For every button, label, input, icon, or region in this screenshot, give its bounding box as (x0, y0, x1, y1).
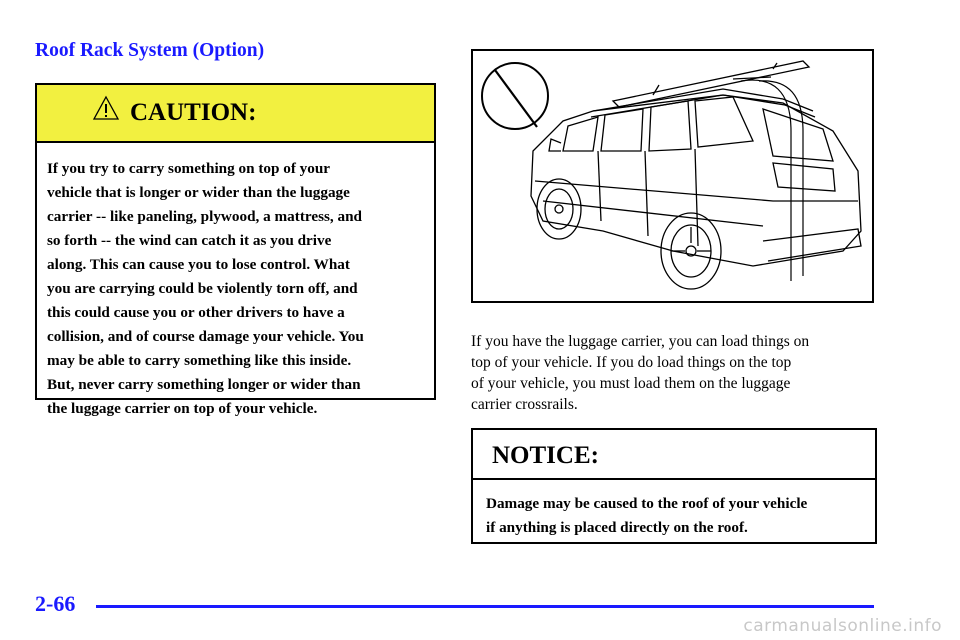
caution-line: carrier -- like paneling, plywood, a mattress, and (47, 208, 362, 225)
body-paragraph (471, 331, 881, 415)
caution-line: so forth -- the wind can catch it as you drive (47, 232, 332, 249)
watermark: carmanualsonline.info (743, 616, 942, 636)
section-title: Roof Rack System (Option) (35, 40, 265, 61)
caution-line: may be able to carry something like this inside. (47, 352, 352, 369)
suv-body (531, 89, 861, 266)
footer-rule (96, 605, 874, 608)
caution-text (37, 143, 434, 421)
caution-line: this could cause you or other drivers to have a (47, 304, 345, 321)
caution-line: But, never carry something longer or wider than (47, 376, 361, 393)
caution-line: collision, and of course damage your vehicle. You (47, 328, 364, 345)
caution-line: If you try to carry something on top of your (47, 160, 331, 177)
notice-title: NOTICE: (492, 442, 599, 469)
notice-text (473, 480, 875, 540)
notice-line: if anything is placed directly on the roof. (486, 519, 748, 536)
notice-header (473, 430, 875, 480)
notice-line: Damage may be caused to the roof of your vehicle (486, 495, 808, 512)
wheel-front (537, 179, 581, 239)
roof-rack-illustration (471, 49, 874, 303)
notice-box (471, 428, 877, 544)
suv-with-roof-load-drawing (473, 51, 872, 301)
body-line: top of your vehicle. If you do load things on the top (471, 354, 792, 371)
body-line: of your vehicle, you must load them on the luggage (471, 375, 791, 392)
body-line: carrier crossrails. (471, 396, 578, 413)
body-line: If you have the luggage carrier, you can load things on (471, 333, 810, 350)
warning-triangle-icon (92, 95, 120, 121)
caution-line: along. This can cause you to lose control. What (47, 256, 350, 273)
caution-box (35, 83, 436, 417)
caution-line: you are carrying could be violently torn off, and (47, 280, 358, 297)
caution-line: the luggage carrier on top of your vehicle. (47, 400, 318, 417)
page-number: 2-66 (35, 591, 76, 616)
caution-line: vehicle that is longer or wider than the luggage (47, 184, 350, 201)
caution-header (37, 85, 434, 143)
wheel-rear (661, 213, 721, 289)
caution-title: CAUTION: (130, 99, 257, 126)
prohibited-circle-icon (482, 63, 548, 129)
